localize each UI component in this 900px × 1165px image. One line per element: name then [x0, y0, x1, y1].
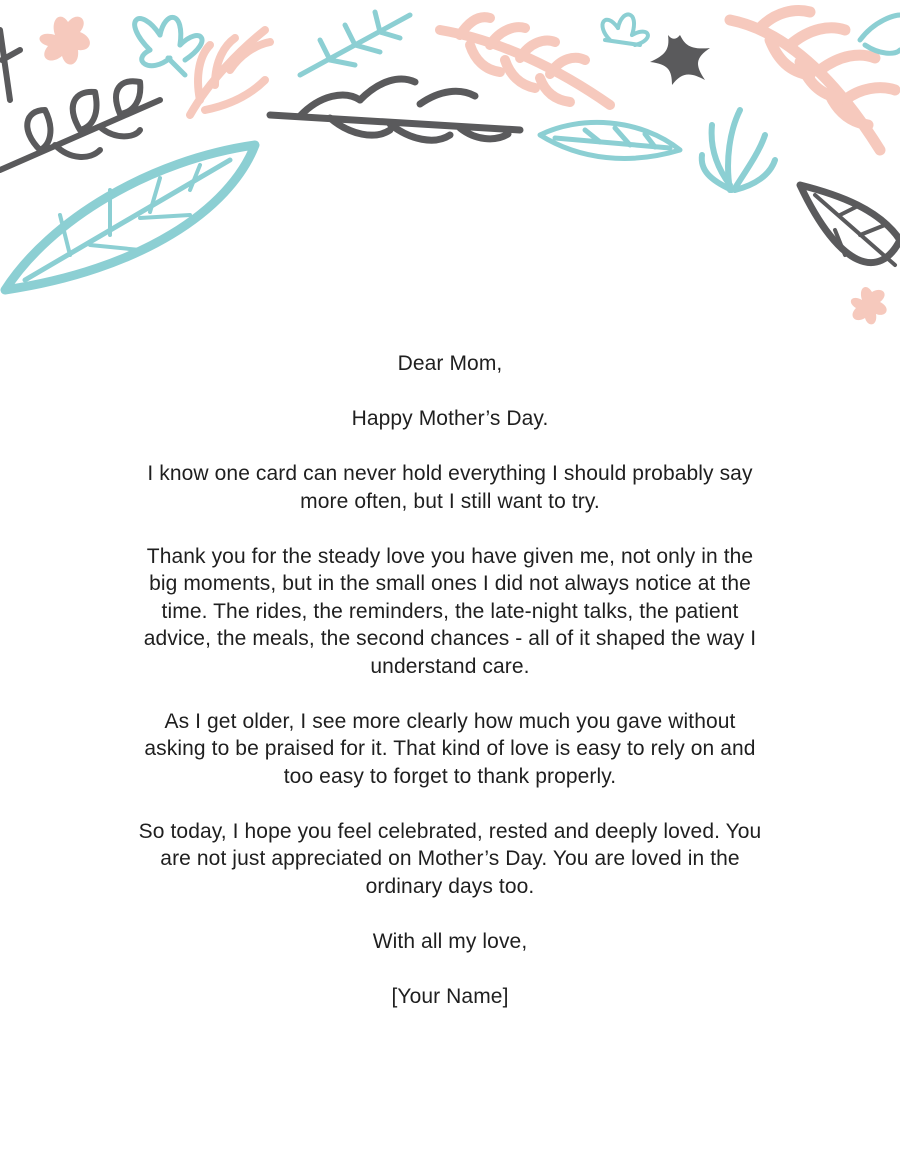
- teal-sprig-icon: [300, 12, 410, 75]
- teal-leaf-icon: [860, 15, 900, 53]
- letter-closing: With all my love,: [372, 929, 528, 953]
- gray-branch-icon: [0, 30, 20, 100]
- pink-flower-icon: [851, 287, 887, 324]
- pink-flower-icon: [40, 17, 90, 65]
- letter-body: [135, 350, 765, 1038]
- teal-flower-icon: [135, 17, 202, 75]
- letter-paragraph: Thank you for the steady love you have given me, not only in the big moments, but in the small ones I did not always notice at the time. The rides, the reminders, the late-night talks, the patient advice, the meals, the second chances - all of it shaped the way I understand care.: [143, 544, 757, 678]
- letter-signature: [Your Name]: [391, 984, 509, 1008]
- letter-opening: Happy Mother’s Day.: [351, 407, 549, 430]
- gray-star-flower-icon: [650, 35, 710, 85]
- letter-paragraph: As I get older, I see more clearly how much you gave without asking to be praised for it. That kind of love is easy to rely on and too easy to forget to thank properly.: [144, 709, 756, 788]
- gray-branch-icon: [270, 79, 520, 140]
- gray-branch-icon: [800, 185, 900, 265]
- letter-paragraph: I know one card can never hold everything I should probably say more often, but I still want to try.: [147, 462, 753, 513]
- letter-paragraph: So today, I hope you feel celebrated, rested and deeply loved. You are not just appreciated on Mother’s Day. You are loved in the ordinary days too.: [138, 819, 762, 898]
- floral-header-illustration: [0, 0, 900, 340]
- teal-sprig-icon: [702, 110, 775, 190]
- teal-leaf-icon: [5, 145, 255, 290]
- teal-leaf-icon: [540, 122, 680, 158]
- gray-branch-icon: [0, 81, 160, 170]
- floral-header-svg: [0, 0, 900, 340]
- teal-flower-icon: [602, 14, 647, 45]
- letter-greeting: Dear Mom,: [397, 352, 503, 375]
